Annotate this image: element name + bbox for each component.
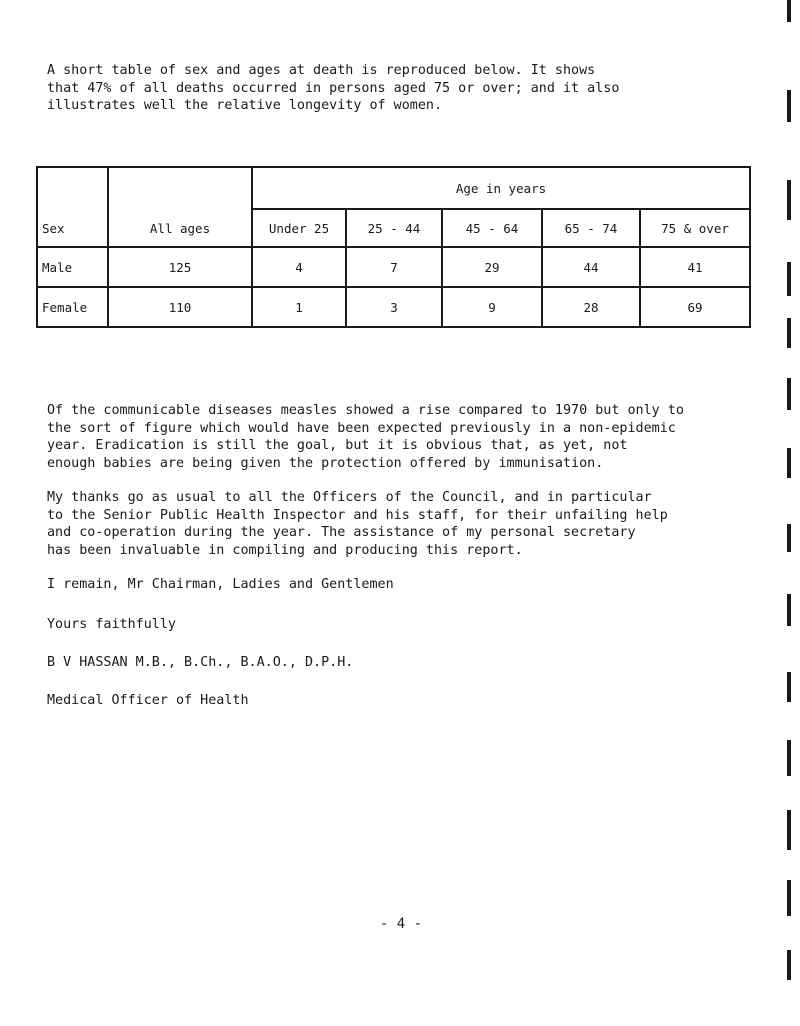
scan-edge-mark: [787, 672, 791, 702]
table-row-male: [37, 247, 750, 287]
value-cell: 4: [252, 247, 346, 287]
deaths-by-sex-age-table: [36, 166, 751, 328]
age-band-header: Under 25: [252, 209, 346, 247]
all-ages-header: All ages: [108, 167, 252, 247]
closing-line: I remain, Mr Chairman, Ladies and Gentlemen: [47, 577, 394, 592]
age-group-header: Age in years: [252, 167, 750, 209]
scan-edge-mark: [787, 378, 791, 410]
value-cell: 69: [640, 287, 750, 327]
all-ages-cell: 110: [108, 287, 252, 327]
value-cell: 7: [346, 247, 442, 287]
age-band-header: 45 - 64: [442, 209, 542, 247]
scan-edge-mark: [787, 740, 791, 776]
scan-edge-mark: [787, 0, 791, 22]
scan-edge-mark: [787, 90, 791, 122]
scan-edge-mark: [787, 448, 791, 478]
intro-paragraph: A short table of sex and ages at death is reproduced below. It shows that 47% of all deaths occurred in persons aged 75 or over; and it also illustrates well the relative longevity of women.: [47, 63, 620, 113]
value-cell: 29: [442, 247, 542, 287]
signer-name: B V HASSAN M.B., B.Ch., B.A.O., D.P.H.: [47, 655, 354, 670]
valediction: Yours faithfully: [47, 617, 176, 632]
thanks-paragraph: My thanks go as usual to all the Officers of the Council, and in particular to the Senior Public Health Inspector and his staff, for their unfailing help and co-operation during the year. The assistance of my personal secretary has been invaluable in compiling and producing this report.: [47, 490, 668, 558]
age-band-header: 25 - 44: [346, 209, 442, 247]
value-cell: 44: [542, 247, 640, 287]
scan-edge-mark: [787, 524, 791, 552]
diseases-paragraph: Of the communicable diseases measles showed a rise compared to 1970 but only to the sort of figure which would have been expected previously in a non-epidemic year. Eradication is still the goal, but it is obvious that, as yet, not enough babies are being given the protection offered by immunisation.: [47, 403, 684, 471]
sex-cell: Male: [37, 247, 108, 287]
age-band-header: 75 & over: [640, 209, 750, 247]
scan-edge-mark: [787, 180, 791, 220]
value-cell: 1: [252, 287, 346, 327]
signer-title: Medical Officer of Health: [47, 693, 249, 708]
age-band-header: 65 - 74: [542, 209, 640, 247]
all-ages-cell: 125: [108, 247, 252, 287]
scan-edge-mark: [787, 880, 791, 916]
value-cell: 3: [346, 287, 442, 327]
value-cell: 28: [542, 287, 640, 327]
table-row-female: [37, 287, 750, 327]
value-cell: 9: [442, 287, 542, 327]
sex-cell: Female: [37, 287, 108, 327]
sex-header: Sex: [37, 167, 108, 247]
value-cell: 41: [640, 247, 750, 287]
scan-edge-mark: [787, 950, 791, 980]
scan-edge-mark: [787, 262, 791, 296]
scan-edge-mark: [787, 810, 791, 850]
scan-edge-mark: [787, 318, 791, 348]
scan-edge-mark: [787, 594, 791, 626]
page-number: - 4 -: [379, 916, 423, 932]
